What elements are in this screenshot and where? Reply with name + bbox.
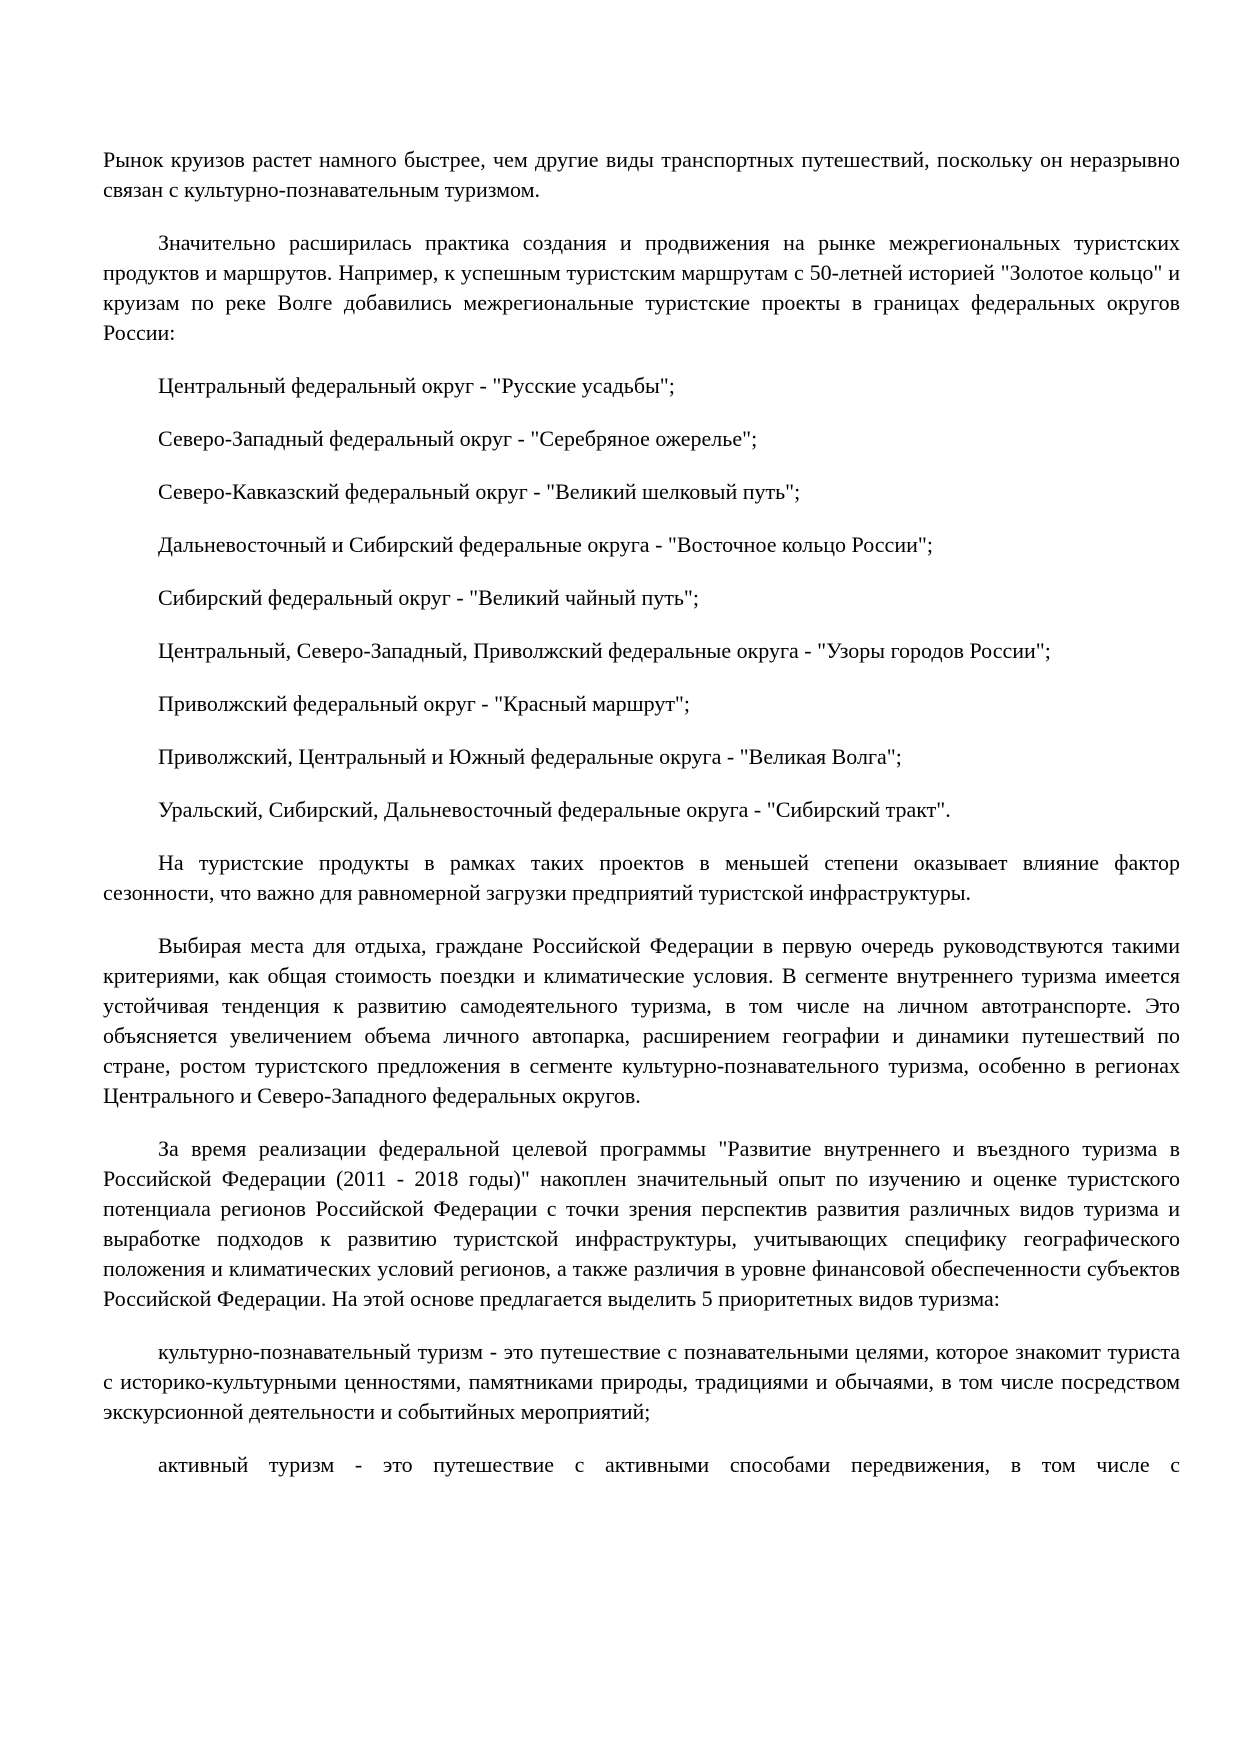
paragraph-choosing-destinations: Выбирая места для отдыха, граждане Российской Федерации в первую очередь руководствуются такими критериями, как общая стоимость поездки и климатические условия. В сегменте внутреннего туризма имеется устойчивая тенденция к развитию самодеятельного туризма, в том числе на личном автотранспорте. Это объясняется увеличением объема личного автопарка, расширением географии и динамики путешествий по стране, ростом туристского предложения в сегменте культурно-познавательного туризма, особенно в регионах Центрального и Северо-Западного федеральных округов. xyxy=(103,933,1180,1108)
list-item-northwest-district: Северо-Западный федеральный округ - "Серебряное ожерелье"; xyxy=(158,426,758,451)
list-item-siberian-district: Сибирский федеральный округ - "Великий чайный путь"; xyxy=(158,585,699,610)
list-item-fareast-siberian-districts: Дальневосточный и Сибирский федеральные округа - "Восточное кольцо России"; xyxy=(158,532,933,557)
list-item-volga-district: Приволжский федеральный округ - "Красный маршрут"; xyxy=(158,691,691,716)
list-item-siberian-tract-districts: Уральский, Сибирский, Дальневосточный федеральные округа - "Сибирский тракт". xyxy=(158,797,951,822)
paragraph-cultural-tourism-definition: культурно-познавательный туризм - это путешествие с познавательными целями, которое знакомит туриста с историко-культурными ценностями, памятниками природы, традициями и обычаями, в том числе посредством экскурсионной деятельности и событийных мероприятий; xyxy=(103,1339,1180,1424)
list-item-city-patterns-districts: Центральный, Северо-Западный, Приволжский федеральные округа - "Узоры городов России"; xyxy=(158,638,1051,663)
list-item-central-district: Центральный федеральный округ - "Русские усадьбы"; xyxy=(158,373,675,398)
list-item-great-volga-districts: Приволжский, Центральный и Южный федеральные округа - "Великая Волга"; xyxy=(158,744,902,769)
paragraph-interregional-routes: Значительно расширилась практика создания и продвижения на рынке межрегиональных туристских продуктов и маршрутов. Например, к успешным туристским маршрутам с 50-летней историей "Золотое кольцо" и круизам по реке Волге добавились межрегиональные туристские проекты в границах федеральных округов России: xyxy=(103,230,1180,345)
paragraph-seasonality-factor: На туристские продукты в рамках таких проектов в меньшей степени оказывает влияние фактор сезонности, что важно для равномерной загрузки предприятий туристской инфраструктуры. xyxy=(103,850,1180,905)
paragraph-federal-program-experience: За время реализации федеральной целевой программы "Развитие внутреннего и въездного туризма в Российской Федерации (2011 - 2018 годы)" накоплен значительный опыт по изучению и оценке туристского потенциала регионов Российской Федерации с точки зрения перспектив развития различных видов туризма и выработке подходов к развитию туристской инфраструктуры, учитывающих специфику географического положения и климатических условий регионов, а также различия в уровне финансовой обеспеченности субъектов Российской Федерации. На этой основе предлагается выделить 5 приоритетных видов туризма: xyxy=(103,1136,1180,1311)
paragraph-active-tourism-definition: активный туризм - это путешествие с активными способами передвижения, в том числе с xyxy=(158,1452,1180,1477)
list-item-north-caucasus-district: Северо-Кавказский федеральный округ - "Великий шелковый путь"; xyxy=(158,479,801,504)
paragraph-cruise-market: Рынок круизов растет намного быстрее, чем другие виды транспортных путешествий, поскольку он неразрывно связан с культурно-познавательным туризмом. xyxy=(103,147,1180,202)
